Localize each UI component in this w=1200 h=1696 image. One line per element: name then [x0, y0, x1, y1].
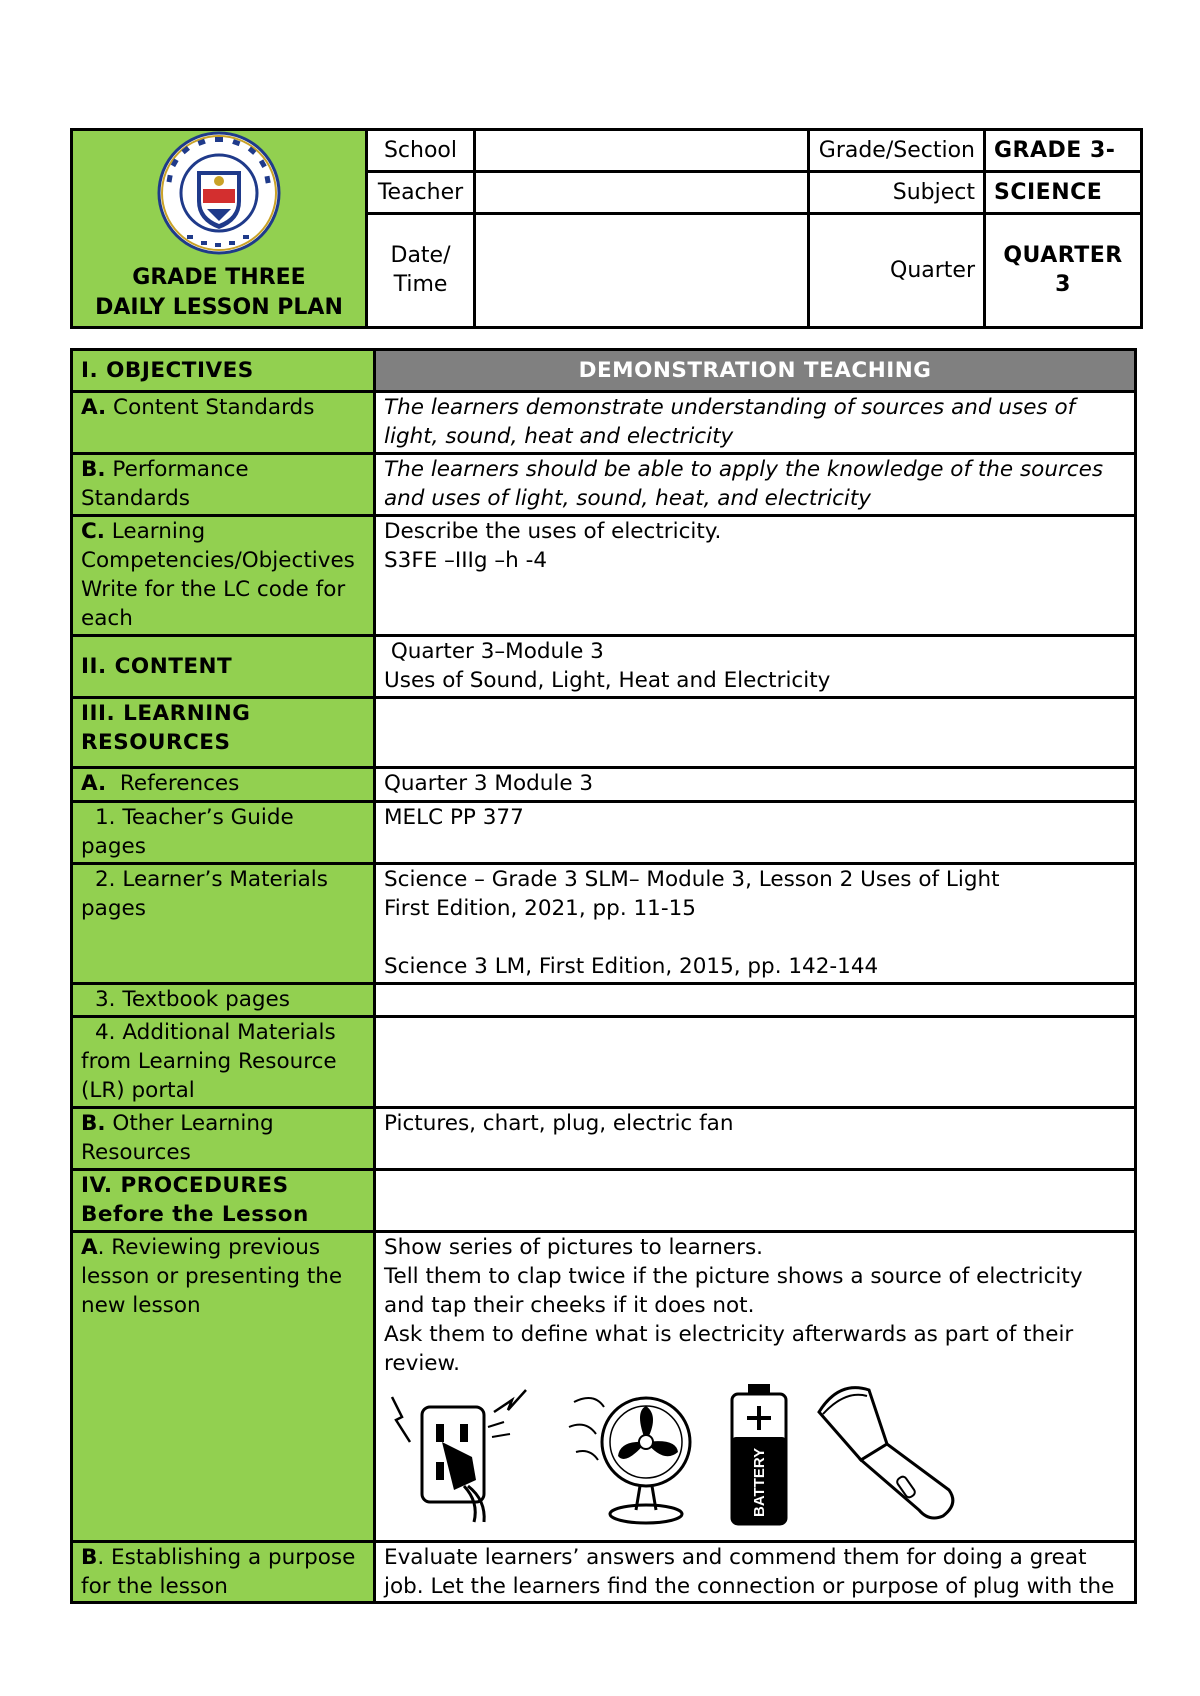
date-label: Date/	[390, 243, 451, 269]
teacher-label: Teacher	[367, 171, 475, 213]
other-resources-label: B. Other Learning Resources	[72, 1108, 375, 1170]
quarter-value-word: QUARTER	[1003, 243, 1123, 269]
procedures-value	[375, 1170, 1136, 1232]
textbook-text	[375, 984, 1136, 1017]
subject-value: SCIENCE	[985, 171, 1142, 213]
learners-materials-label: 2. Learner’s Materials pages	[72, 864, 375, 984]
content-label: II. CONTENT	[72, 636, 375, 698]
content-standards-text: The learners demonstrate understanding of sources and uses of light, sound, heat and electricity	[375, 392, 1136, 454]
content-standards-label: A. Content Standards	[72, 392, 375, 454]
references-row	[72, 768, 1136, 802]
lesson-plan-table	[70, 348, 1137, 1604]
grade-section-label: Grade/Section	[809, 130, 985, 172]
school-label: School	[367, 130, 475, 172]
content-row	[72, 636, 1136, 698]
other-resources-row	[72, 1108, 1136, 1170]
date-time-field[interactable]	[475, 213, 809, 327]
quarter-label: Quarter	[809, 213, 985, 327]
review-pictures	[384, 1382, 1126, 1532]
additional-materials-label: 4. Additional Materials from Learning Resource (LR) portal	[72, 1017, 375, 1108]
time-label: Time	[393, 272, 448, 298]
deped-seal-logo	[157, 131, 281, 255]
teacher-field[interactable]	[475, 171, 809, 213]
performance-standards-label: B. Performance Standards	[72, 454, 375, 516]
demonstration-banner: DEMONSTRATION TEACHING	[375, 350, 1136, 392]
wall-outlet-plug-picture	[384, 1382, 534, 1527]
date-time-label	[367, 213, 475, 327]
additional-materials-text	[375, 1017, 1136, 1108]
reviewing-label: A. Reviewing previous lesson or presenting the new lesson	[72, 1232, 375, 1542]
learners-materials-text: Science – Grade 3 SLM– Module 3, Lesson 2 Uses of Light First Edition, 2021, pp. 11-15 Science 3 LM, First Edition, 2015, pp. 142-144	[375, 864, 1136, 984]
objectives-row	[72, 350, 1136, 392]
header-table	[70, 128, 1143, 329]
battery-label: BATTERY	[751, 1447, 768, 1517]
learners-materials-row	[72, 864, 1136, 984]
electric-fan-picture	[564, 1382, 704, 1527]
competencies-row	[72, 516, 1136, 636]
other-resources-text: Pictures, chart, plug, electric fan	[375, 1108, 1136, 1170]
purpose-row	[72, 1542, 1136, 1603]
flashlight-picture	[809, 1382, 959, 1527]
procedures-label: IV. PROCEDURES Before the Lesson	[72, 1170, 375, 1232]
plan-subtitle: DAILY LESSON PLAN	[95, 295, 343, 320]
content-text: Quarter 3–Module 3 Uses of Sound, Light, Heat and Electricity	[375, 636, 1136, 698]
reviewing-text: Show series of pictures to learners. Tell them to clap twice if the picture shows a source of electricity and tap their cheeks if it does not. Ask them to define what is electricity afterwards as part of their review. BATTERY	[375, 1232, 1136, 1542]
procedures-row	[72, 1170, 1136, 1232]
quarter-value-number: 3	[1055, 272, 1071, 298]
grade-section-value: GRADE 3-	[985, 130, 1142, 172]
content-standards-row	[72, 392, 1136, 454]
school-field[interactable]	[475, 130, 809, 172]
learning-resources-value	[375, 698, 1136, 768]
objectives-title: I. OBJECTIVES	[72, 350, 375, 392]
deped-logo-cell	[72, 130, 367, 328]
additional-materials-row	[72, 1017, 1136, 1108]
reviewing-row	[72, 1232, 1136, 1542]
performance-standards-text: The learners should be able to apply the knowledge of the sources and uses of light, sound, heat, and electricity	[375, 454, 1136, 516]
teachers-guide-row	[72, 802, 1136, 864]
learning-resources-label: III. LEARNING RESOURCES	[72, 698, 375, 768]
competencies-label: C. Learning Competencies/Objectives Write for the LC code for each	[72, 516, 375, 636]
battery-picture	[724, 1382, 794, 1527]
teachers-guide-text: MELC PP 377	[375, 802, 1136, 864]
textbook-row	[72, 984, 1136, 1017]
purpose-text: Evaluate learners’ answers and commend them for doing a great job. Let the learners find the connection or purpose of plug with the	[375, 1542, 1136, 1603]
plan-title: GRADE THREE	[132, 265, 306, 290]
learning-resources-row	[72, 698, 1136, 768]
quarter-value	[985, 213, 1142, 327]
references-text: Quarter 3 Module 3	[375, 768, 1136, 802]
performance-standards-row	[72, 454, 1136, 516]
references-label: A. References	[72, 768, 375, 802]
teachers-guide-label: 1. Teacher’s Guide pages	[72, 802, 375, 864]
competencies-text: Describe the uses of electricity. S3FE –IIIg –h -4	[375, 516, 1136, 636]
purpose-label: B. Establishing a purpose for the lesson	[72, 1542, 375, 1603]
subject-label: Subject	[809, 171, 985, 213]
textbook-label: 3. Textbook pages	[72, 984, 375, 1017]
